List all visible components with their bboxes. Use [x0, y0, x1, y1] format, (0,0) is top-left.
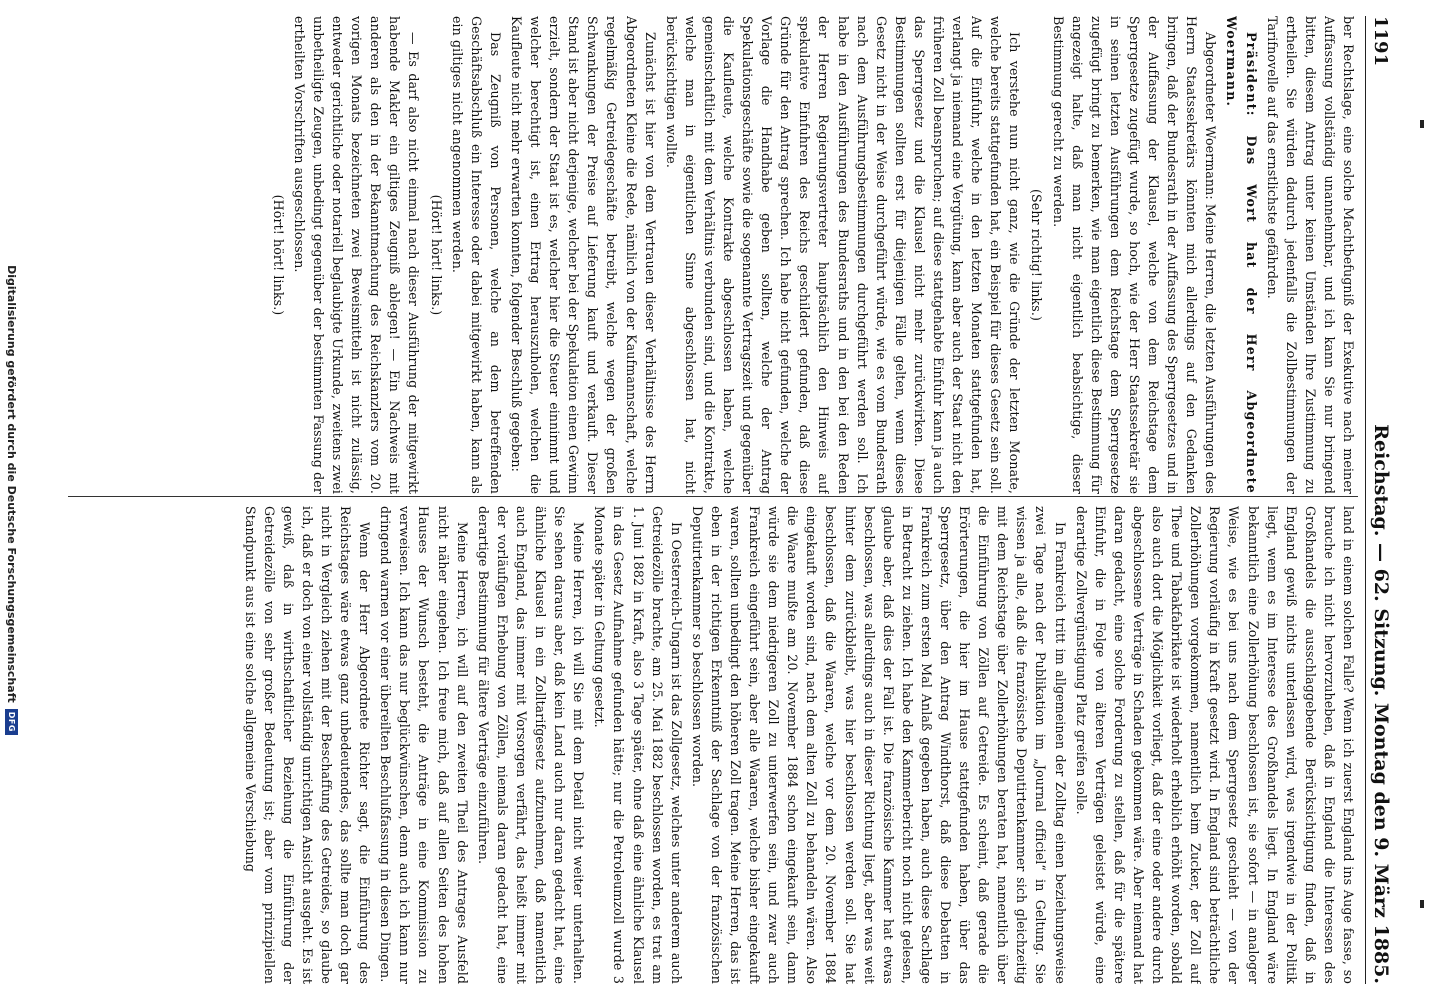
- left-column: [68, 16, 1358, 494]
- column-divider: [68, 496, 1358, 497]
- paragraph: Meine Herren, ich will Sie mit dem Detail nicht weiter unterhalten. Sie sehen daraus aber, daß kein Land auch nur daran gedacht hat, eine ähnliche Klausel in ein Zolltarifgesetz aufzunehmen, daß namentlich auch England, das immer mit Vorsorgen verfährt, das heißt immer mit der vorläufigen Erhebung von Zöllen, niemals daran gedacht hat, eine derartige Bestimmung für ältere Verträge einzuführen.: [475, 506, 587, 984]
- paragraph: In Oesterreich-Ungarn ist das Zollgesetz, welches unter anderem auch Getreidezölle brachte, am 25. Mai 1882 beschlossen worden, es trat am 1. Juni 1882 in Kraft, also 3 Tage später, ohne daß eine ähnliche Klausel in das Gesetz Aufnahme gefunden hätte; nur die Petroleumzoll wurde 3 Monate später in Geltung gesetzt.: [592, 506, 684, 984]
- paragraph: Meine Herren, ich will auf den zweiten Theil des Antrages Ausfeld nicht näher eingehen. Ich freue mich, daß auf allen Seiten des hohen Hauses der Wunsch besteht, die Anträge in eine Kommission zu verweisen. Ich kann das nur beglückwünschen, denn auch ich kann nur dringend warnen vor einer übereilten Beschlußfassung in diesen Dingen.: [378, 506, 470, 984]
- interjection: (Hört! hört! links.): [428, 194, 444, 316]
- right-column: [68, 506, 1358, 984]
- paragraph: land in einem solchen Falle? Wenn ich zuerst England ins Auge fasse, so brauche ich nicht hervorzuheben, daß in England die Interessen des Großhandels die ausschlaggebende Berücksichtigung finden, daß in England gewiß nichts unterlassen wird, was irgendwie in der Politik liegt, wenn es im Interesse des Großhandels liegt. In England wäre bekanntlich eine Zollerhöhung beschlossen ist, sie sofort — in analoger Weise, wie es bei uns nach dem Sperrgesetz geschieht — von der Regierung vorläufig in Kraft gesetzt wird. In England sind beträchtliche Zollerhöhungen vorgekommen, namentlich beim Zucker, der Zoll auf Thee und Tabakfabrikate ist wiederholt erheblich erhöht worden, sobald also auch dort die Möglichkeit vorliegt, daß der eine oder andere durch abgeschlossene Verträge in Schaden gekommen wäre. Aber niemand hat daran gedacht, eine solche Forderung zu stellen, daß für die spätere Einfuhr, die in Folge von älteren Verträgen geleistet würde, eine derartige Zollvergünstigung Platz greifen solle.: [1073, 506, 1356, 984]
- header-rule: [1365, 16, 1366, 984]
- paragraph: Zunächst ist hier von dem Vertrauen dieser Verhältnisse des Herrn Abgeordneten Kleine die Rede, nämlich von der Kaufmannschaft, welche regelmäßig Getreidegeschäfte betreibt, welche wegen der großen Schwankungen der Preise auf Lieferung kauft und verkauft. Dieser Stand ist aber nicht derjenige, welcher bei der Spekulation einen Gewinn erzielt, sondern der Staat ist es, welcher hier die Steuer einnimmt und welcher berechtigt ist, einen Ertrag herauszuholen, welchen die Kaufleute nicht mehr erwarten konnten, folgender Beschluß gegeben:: [508, 16, 658, 494]
- scan-mark: [1420, 120, 1424, 128]
- digitization-credit: [0, 0, 24, 1000]
- page-title: Reichstag. — 62. Sitzung. Montag den 9. März 1885.: [1370, 424, 1392, 984]
- speaker-paragraph: Präsident: Das Wort hat der Herr Abgeordnete Woermann.: [1224, 16, 1259, 494]
- scan-mark: [1420, 900, 1424, 908]
- interjection: (Hört! hört! links.): [270, 194, 286, 316]
- page-number: 1191: [1370, 16, 1391, 67]
- interjection: (Sehr richtig! links.): [1029, 189, 1045, 321]
- paragraph: Abgeordneter Woermann: Meine Herren, die letzten Ausführungen des Herrn Staatssekretärs könnten mich allerdings auf den Gedanken bringen, daß der Bundesrath in der Auffassung des Sperrgesetzes und in der Auffassung der Klausel, welche von dem Reichstage dem Sperrgesetze zugefügt wurde, so hoch, wie der Herr Staatssekretär sie in seinen letzten Ausführungen dem Reichstage dem Sperrgesetze zugefügt bringt zu bemerken, wie man eigentlich diese Bestimmung für angezeigt halte, daß man nicht eigentlich beabsichtige, dieser Bestimmung gerecht zu werden.: [1050, 16, 1219, 494]
- paragraph: Das Zeugniß von Personen, welche an dem betreffenden Geschäftsabschluß ein Interesse oder dabei mitgewirkt haben, kann als ein giltiges nicht angenommen werden.: [449, 16, 503, 494]
- dfg-logo-icon: DFG: [6, 709, 19, 735]
- page-header: [1370, 16, 1392, 984]
- paragraph: Ich verstehe nun nicht ganz, wie die Gründe der letzten Monate, welche bereits stattgefunden hat, ein Beispiel für dieses Gesetz sein soll. Auf die Einfuhr, welche in den letzten Monaten stattgefunden hat, verlangt ja niemand eine Vergütung, kann aber auch der Staat nicht den früheren Zoll beanspruchen; auf diese stattgehabte Einfuhr kann ja auch das Sperrgesetz und die Klausel nicht mehr zurückwirken. Diese Bestimmungen sollten erst für diejenigen Fälle gelten, wenn dieses Gesetz nicht in der Weise durchgeführt würde, wie es vom Bundesrath nach dem Ausführungsbestimmungen durchgeführt werden soll. Ich habe in den Ausführungen des Bundesraths und in den bei den Reden der Herren Regierungsvertreter hauptsächlich den Hinweis auf spekulative Einfuhren des Reichs geschildert gefunden, daß diese Gründe für den Antrag sprechen. Ich habe nicht gefunden, welche der Vorlage die Handhabe geben sollten, welche der Antrag Spekulationsgeschäfte sowie die sogenannte Vertragszeit und gegenüber die Kaufleute, welche Kontrakte abgeschlossen haben, welche gemeinschaftlich mit dem Verhältnis verbunden sind, und die Kontrakte, welche man in eigentlichen Sinne abgeschlossen hat, nicht berücksichtigen wollte.: [663, 16, 1023, 494]
- paragraph: — Es darf also nicht einmal nach dieser Ausführung der mitgewirkt habende Makler ein giltiges Zeugniß ablegen! — Ein Nachweis mit anderen als den in der Bekanntmachung des Reichskanzlers vom 20. vorigen Monats bezeichneten zwei Beweismitteln ist nicht zulässig, entweder gerichtliche oder notariell beglaubigte Urkunde, zweitens zwei unbetheiligte Zeugen, unbedingt gegenüber der bestimmten Fassung der ertheilten Vorschriften ausgeschlossen.: [291, 16, 422, 494]
- credit-text: Digitalisierung gefördert durch die Deutsche Forschungsgemeinschaft: [5, 265, 19, 703]
- paragraph: In Frankreich tritt im allgemeinen der Zolltag einen beziehungsweise zwei Tage nach der Publikation im „Journal officiel“ in Geltung. Sie wissen ja alle, daß die französische Deputirtenkammer sich gleichzeitig mit dem Reichstage über Zollerhöhungen beraten hat, namentlich über die Einführung von Zöllen auf Getreide. Es scheint, daß gerade die Erörterungen, die hier im Hause stattgefunden haben, über das Sperrgesetz, über den Antrag Windthorst, daß diese Debatten in Frankreich zum ersten Mal Anlaß gegeben haben, auch diese Sachlage in Betracht zu ziehen. Ich habe den Kammerbericht noch nicht gelesen, glaube aber, daß dies der Fall ist. Die französische Kammer hat etwas beschlossen, was allerdings auch in dieser Richtung liegt, aber was weit hinter dem zurückbleibt, was hier beschlossen werden soll. Sie hat beschlossen, daß die Waaren, welche vor dem 20. November 1884 eingekauft worden sind, nach dem alten Zoll zu behandeln wären. Also die Waare mußte am 20. November 1884 schon eingekauft sein, dann würde sie dem niedrigeren Zoll zu unterwerfen sein, und zwar auch Frankreich eingeführt sein, aber alle Waaren, welche bisher eingekauft waren, sollten unbedingt den höheren Zoll tragen. Meine Herren, das ist eben in der richtigen Erkenntniß der Sachlage von der französischen Deputirtenkammer so beschlossen worden.: [689, 506, 1068, 984]
- paragraph: Wenn der Herr Abgeordnete Richter sagt, die Einführung des Reichstages wäre etwas ganz unbedeutendes, das sollte man doch gar nicht in Vergleich ziehen mit der Beschaffung des Getreides, so glaube ich, daß er doch von einer vollständig unrichtigen Ansicht ausgeht. Es ist gewiß, daß in wirthschaftlicher Beziehung die Einführung der Getreidezölle von sehr großer Bedeutung ist; aber vom prinzipiellen Standpunkt aus ist eine solche allgemeine Verschiebung: [242, 506, 373, 984]
- paragraph: ber Rechtslage, eine solche Machtbefugniß der Exekutive nach meiner Auffassung vollständig unannehmbar, und ich kann Sie nur bringend bitten, diesem Antrag unter keinen Umständen Ihre Zustimmung zu ertheilen. Sie würden dadurch jedenfalls die Zollbestimmungen der Tarifnovelle auf das ernstlichste gefährden.: [1264, 16, 1356, 494]
